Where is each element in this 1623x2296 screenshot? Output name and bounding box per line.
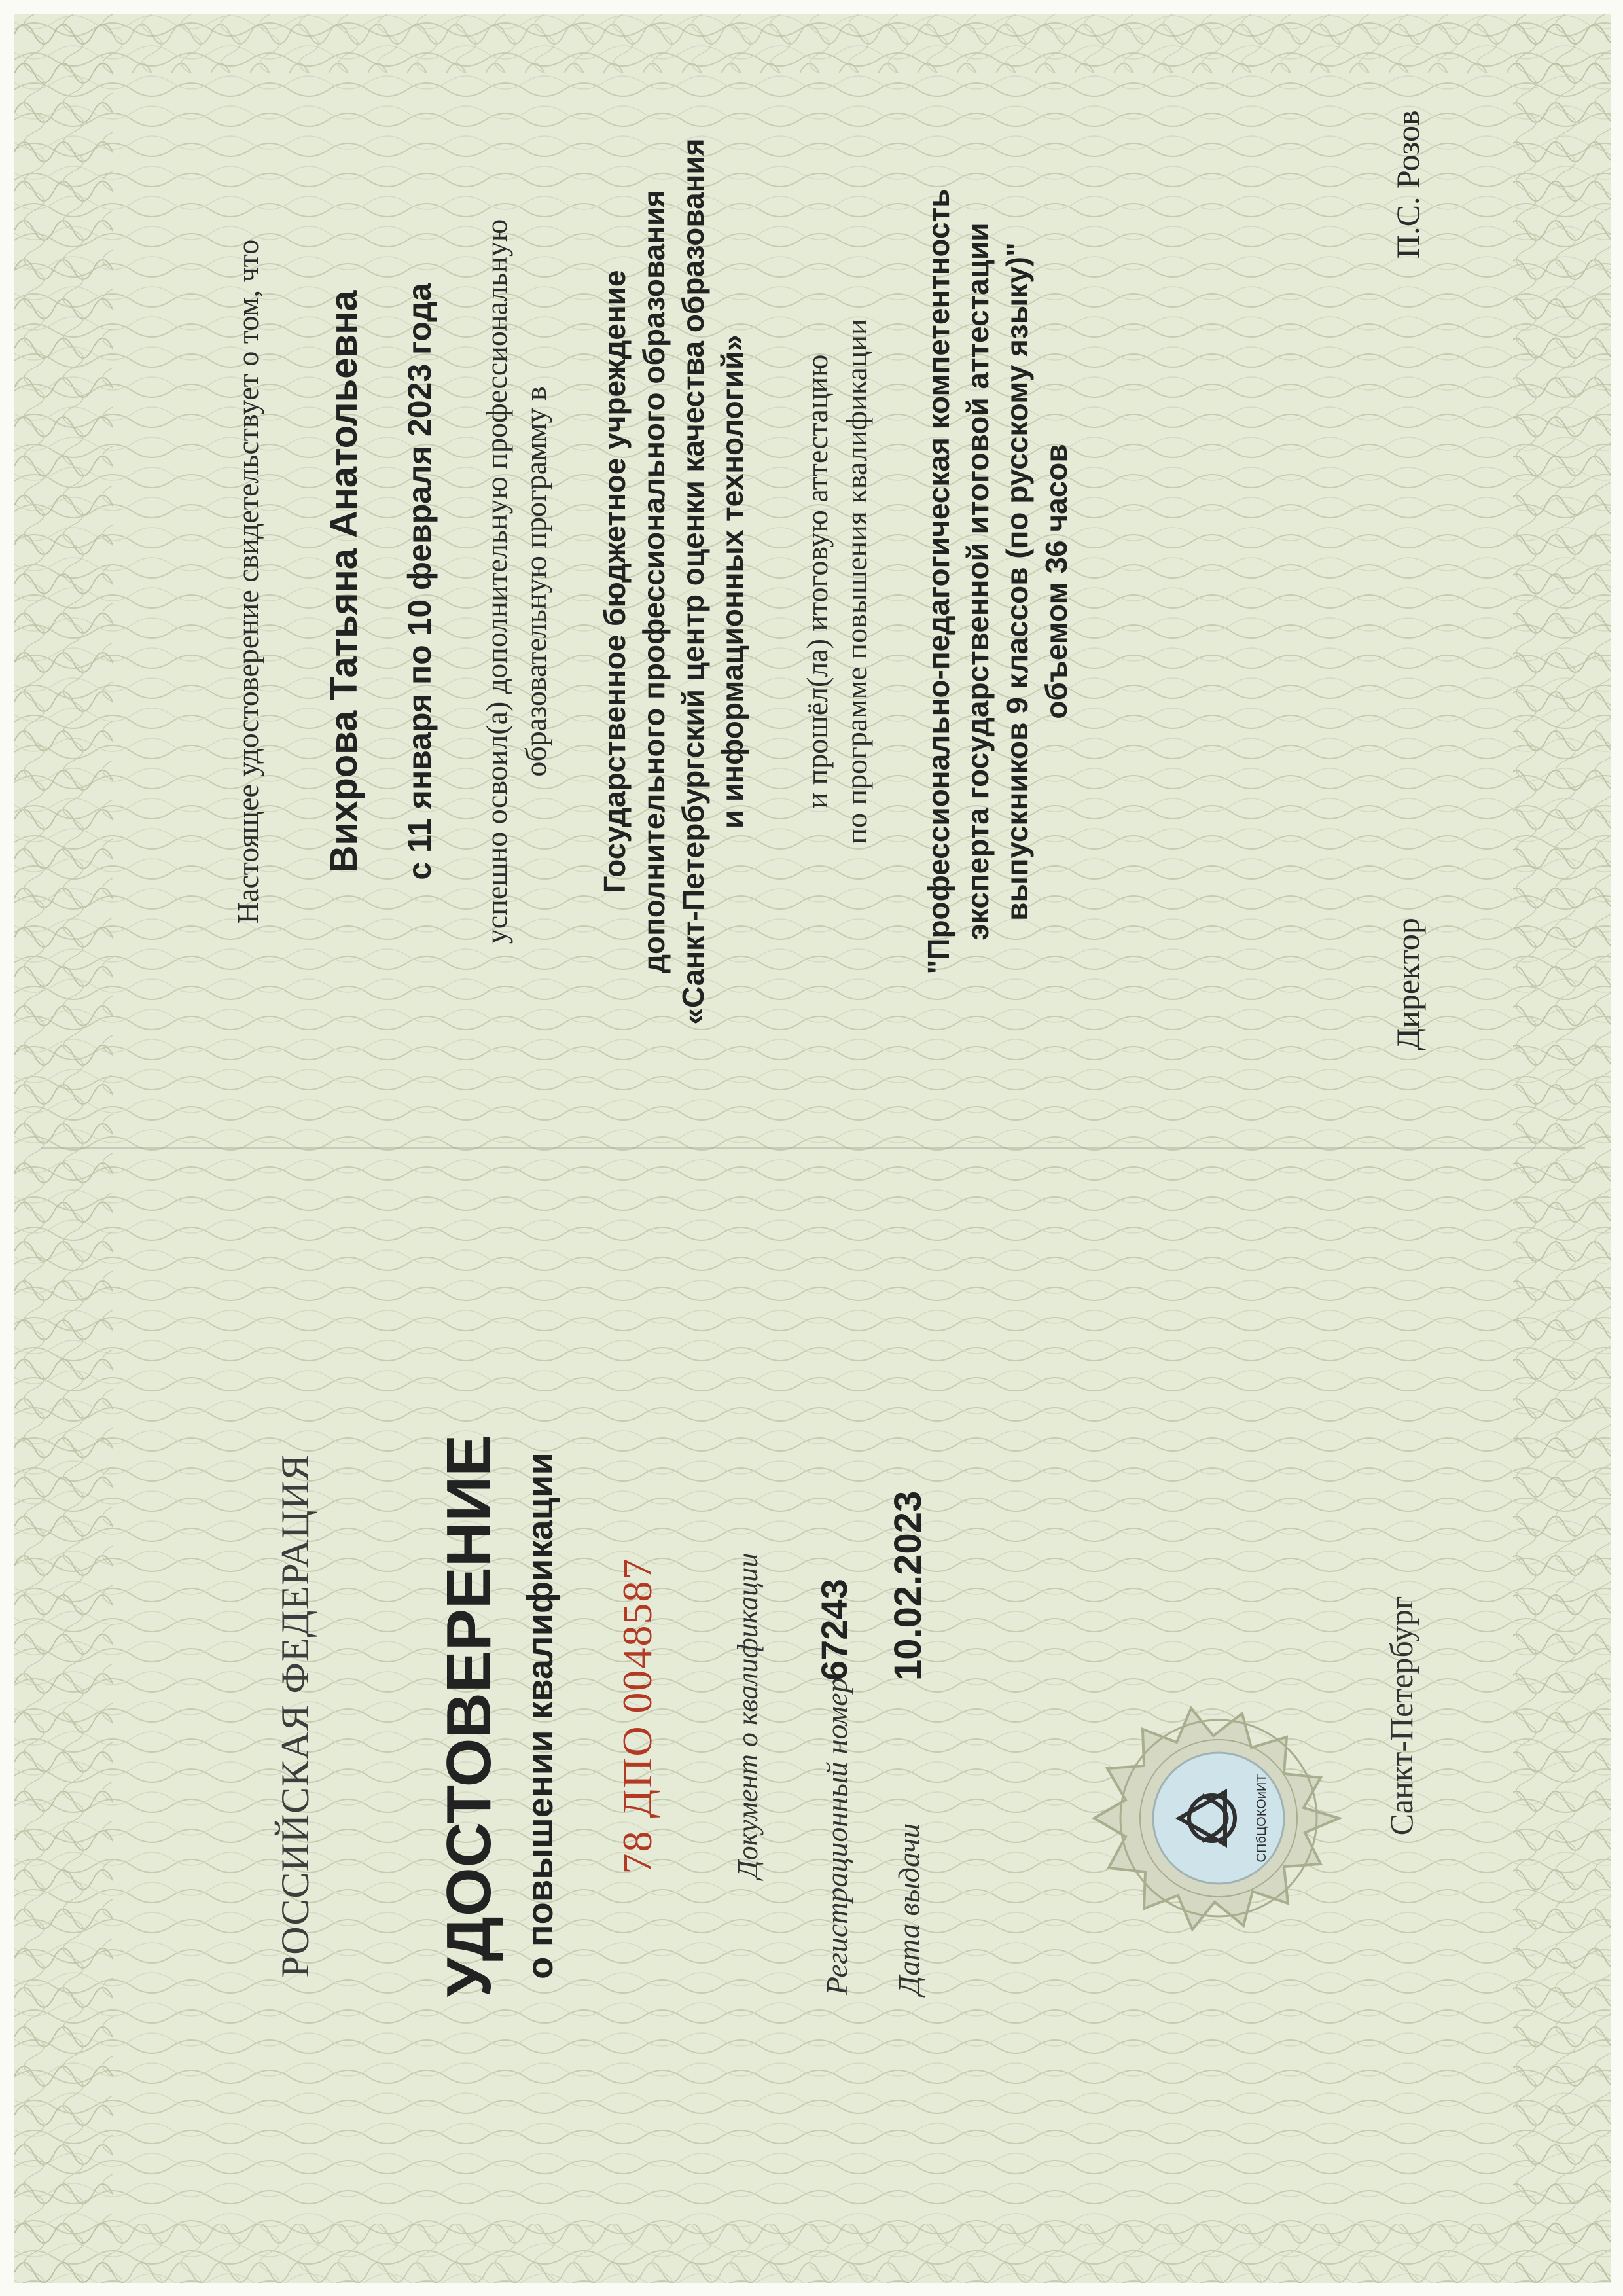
organization-line3: «Санкт-Петербургский центр оценки качества образования [676, 138, 710, 1025]
program-line3: выпускников 9 классов (по русскому языку)" [1000, 242, 1034, 921]
hologram-text: СПбЦОКОиИТ [1255, 1774, 1269, 1863]
director-name: П.С. Розов [1389, 110, 1426, 259]
program-line2: эксперта государственной итоговой аттестации [961, 223, 995, 941]
cover-page [14, 1149, 1611, 2283]
mastered-text-line1: успешно освоил(а) дополнительную профессиональную [480, 219, 513, 944]
registration-number: 67243 [813, 1579, 855, 1681]
issue-date: 10.02.2023 [887, 1490, 929, 1681]
document-subtitle: о повышении квалификации [519, 1452, 560, 1979]
attestation-line2: по программе повышения квалификации [840, 319, 873, 844]
country-heading: РОССИЙСКАЯ ФЕДЕРАЦИЯ [274, 1454, 317, 1978]
person-name: Вихрова Татьяна Анатольевна [323, 290, 365, 873]
registration-label: Регистрационный номер [820, 1677, 853, 1995]
organization-line1: Государственное бюджетное учреждение [597, 270, 632, 893]
series-number: 78 ДПО 0048587 [614, 1557, 660, 1874]
study-period: с 11 января по 10 февраля 2023 года [401, 283, 438, 880]
program-line4: объемом 36 часов [1039, 444, 1073, 719]
document-title: УДОСТОВЕРЕНИЕ [434, 1434, 504, 1998]
certificate-spread [14, 14, 1611, 2283]
organization-line4: и информационных технологий» [715, 334, 749, 829]
hologram-rosette [1088, 1674, 1376, 1962]
program-line1: "Профессионально-педагогическая компетентность [921, 188, 955, 975]
issue-date-label: Дата выдачи [892, 1823, 925, 1995]
city-name: Санкт-Петербург [1383, 1596, 1419, 1836]
mastered-text-line2: образовательную программу в [519, 386, 552, 777]
document-kind: Документ о квалификации [732, 1552, 764, 1879]
director-label: Директор [1389, 918, 1426, 1050]
intro-text: Настоящее удостоверение свидетельствует о том, что [231, 239, 264, 924]
organization-line2: дополнительного профессионального образования [637, 189, 671, 974]
content-page [14, 14, 1611, 1149]
attestation-line1: и прошёл(ла) итоговую аттестацию [800, 354, 834, 809]
